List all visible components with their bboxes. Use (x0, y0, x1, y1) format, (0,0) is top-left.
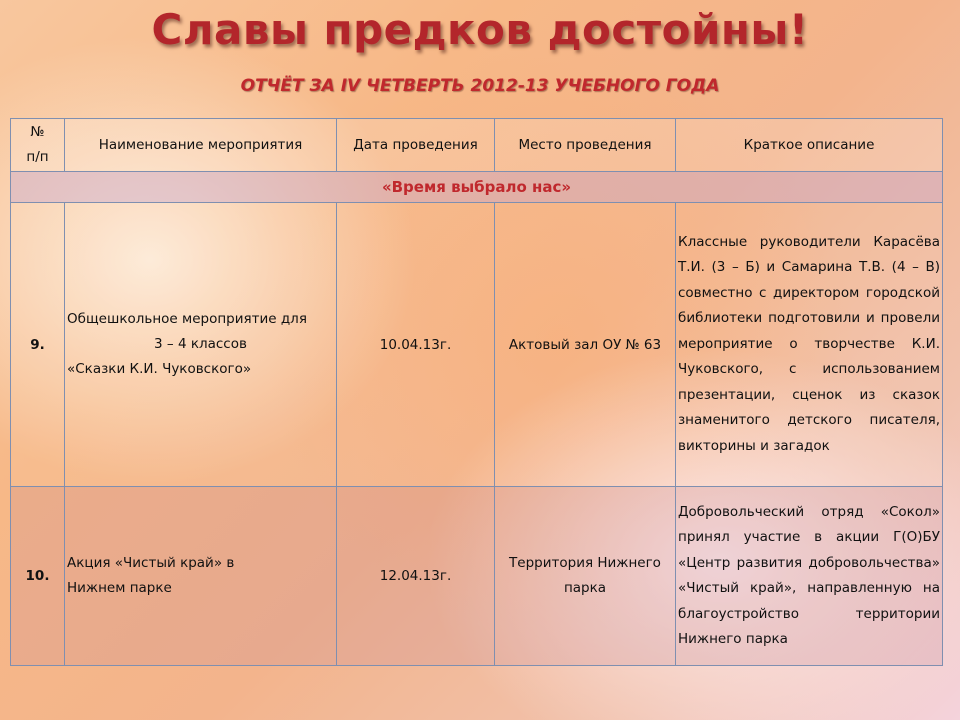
event-name (65, 487, 337, 666)
event-name-line: 3 – 4 классов (154, 336, 247, 352)
section-row (11, 172, 943, 203)
event-date: 10.04.13г. (337, 203, 495, 487)
event-place-line: Территория Нижнего (509, 555, 661, 571)
section-title: «Время выбрало нас» (11, 172, 943, 203)
header-place: Место проведения (495, 119, 676, 172)
header-desc: Краткое описание (676, 119, 943, 172)
event-name-line: «Сказки К.И. Чуковского» (67, 361, 252, 377)
table-row (11, 203, 943, 487)
header-num-line1: № (30, 124, 45, 140)
table-row (11, 487, 943, 666)
slide-title: Славы предков достойны! (151, 5, 809, 54)
event-name (65, 203, 337, 487)
event-description: Классные руководители Карасёва Т.И. (3 – Б) и Самарина Т.В. (4 – В) совместно с директором городской библиотеки подготовили и провели мероприятие о творчестве К.И. Чуковского, с использованием презентации, сценок из сказок знаменитого детского писателя, викторины и загадок (676, 203, 943, 487)
event-description: Добровольческий отряд «Сокол» принял участие в акции Г(О)БУ «Центр развития добровольчества» «Чистый край», направленную на благоустройство территории Нижнего парка (676, 487, 943, 666)
header-num-line2: п/п (26, 149, 49, 165)
event-place (495, 487, 676, 666)
event-name-line: Общешкольное мероприятие для (67, 311, 307, 327)
event-place: Актовый зал ОУ № 63 (495, 203, 676, 487)
header-date: Дата проведения (337, 119, 495, 172)
row-number: 10. (11, 487, 65, 666)
event-name-line: Акция «Чистый край» в (67, 555, 235, 571)
report-table (10, 118, 943, 666)
slide-subtitle: ОТЧЁТ ЗА IV ЧЕТВЕРТЬ 2012-13 УЧЕБНОГО ГОДА (240, 76, 720, 96)
row-number: 9. (11, 203, 65, 487)
event-name-line: Нижнем парке (67, 580, 172, 596)
header-name: Наименование мероприятия (65, 119, 337, 172)
event-place-line: парка (563, 580, 607, 596)
header-row (11, 119, 943, 172)
event-date: 12.04.13г. (337, 487, 495, 666)
header-num (11, 119, 65, 172)
